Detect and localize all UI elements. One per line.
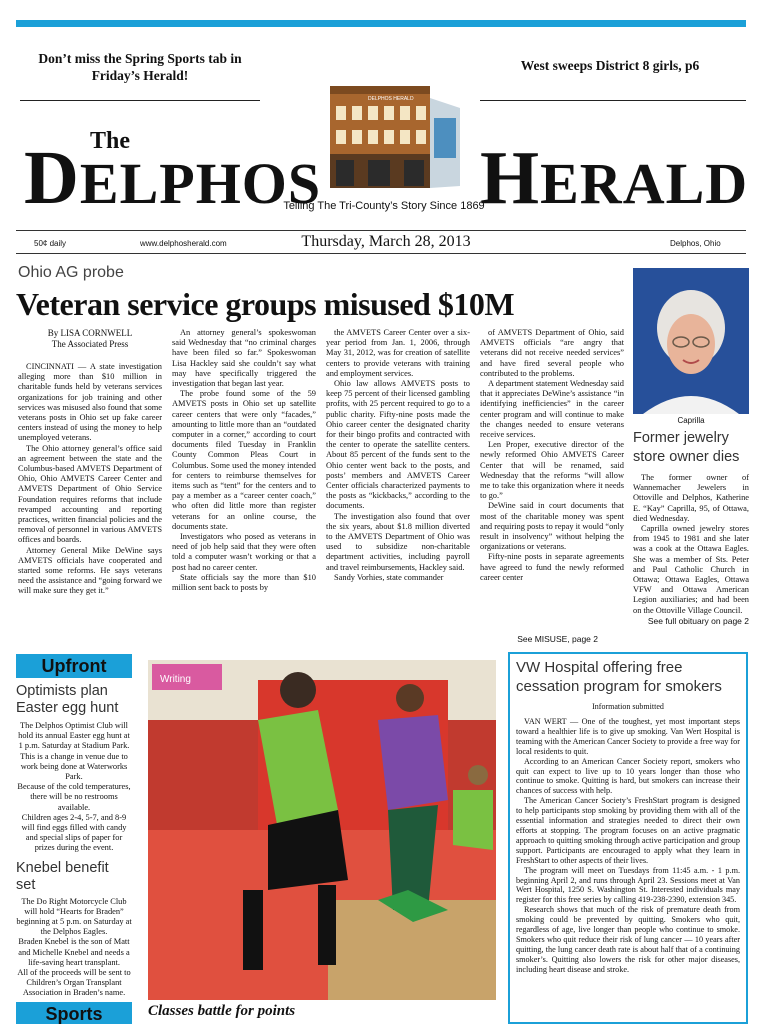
- promo-rule-right: [480, 100, 746, 101]
- vw-paragraph: VAN WERT — One of the toughest, yet most important steps toward a healthier life is to give up smoking. Van Wert Hospital is teaming with the American Cancer Society to provide a free way for local residents to quit.: [516, 717, 740, 756]
- obituary-paragraph: The former owner of Wannemacher Jewelers in Ottoville and Delphos, Katherine E. “Kay” Caprilla, 95, of Ottawa, died Wednesday.: [633, 473, 749, 523]
- brief-paragraph: Braden Knebel is the son of Matt and Michelle Knebel and needs a life-saving heart transplant.: [18, 937, 130, 967]
- byline: By LISA CORNWELL The Associated Press: [47, 328, 133, 349]
- issue-date: Thursday, March 28, 2013: [301, 233, 471, 250]
- lead-kicker: Ohio AG probe: [18, 264, 124, 281]
- lead-paragraph: CINCINNATI — A state investigation alleging more than $10 million in charitable funds held by veterans services organizations for job training and other services was misused also found that some veterans posts in Ohio set up fake career centers instead of using the money to help unemployed veterans.: [18, 362, 162, 443]
- lead-paragraph: A department statement Wednesday said that it appreciates DeWine’s assistance “in identifying inefficiencies” in the career center program and will continue to make the changes needed to ensure veterans receive services.: [480, 379, 624, 440]
- lead-paragraph: The probe found some of the 59 AMVETS posts in Ohio set up satellite career centers that were only “facades,” amounting to little more than an “outdated computer in a corner,” according to court documents filed Tuesday in Franklin County Common Pleas Court in Columbus. Some used the money intended for centers to reimburse themselves for items such as “tent” for the centers and to pay a member as a “career center coach,” who often did little more than register veterans for an online course, the documents state.: [172, 389, 316, 531]
- vw-hospital-story: [508, 652, 748, 1024]
- lead-column-2: [172, 328, 316, 648]
- lead-paragraph: of AMVETS Department of Ohio, said AMVETS officials “are angry that veterans did not receive needed services” and have fired several people who contributed to the problems.: [480, 328, 624, 378]
- sports-section-label[interactable]: Sports: [16, 1002, 132, 1024]
- vw-source-line: Information submitted: [592, 702, 664, 711]
- gym-game-photo: [148, 660, 496, 1000]
- lead-paragraph: DeWine said in court documents that most of the charitable money was spent and requiring posts to repay it would “only result in insolvency” without helping the organizations or veterans.: [480, 501, 624, 552]
- herald-building-logo: [328, 78, 462, 190]
- masthead-the: The: [90, 128, 131, 154]
- obituary-paragraph: Caprilla owned jewelry stores from 1945 to 1981 and she later was a cook at the Ottawa Eagles. She was a member of Sts. Peter and Paul Catholic Church in Ottawa; Ottawa Eagles, Ottawa VFW and Ottawa American Legion auxiliaries; and had been on the Ottoville Village Council.: [633, 524, 749, 615]
- obituary-jump-link[interactable]: See full obituary on page 2: [647, 615, 749, 626]
- photo-banner-text: Writing: [160, 674, 191, 685]
- vw-paragraph: The program will meet on Tuesdays from 11:45 a.m. - 1 p.m. beginning April 2, and runs through April 23. Sessions meet at Van Wert Hospital, 1250 S. Washington St. Interested individuals may register for this free series by calling 419-238-2390, extension 345.: [516, 865, 740, 905]
- masthead-tagline: Telling The Tri-County’s Story Since 1869: [283, 200, 485, 212]
- brief-paragraph: All of the proceeds will be sent to Children’s Organ Transplant Association in Braden’s name.: [17, 968, 131, 998]
- masthead-herald: HERALD: [480, 136, 749, 220]
- obituary-sidebar: [633, 268, 749, 626]
- vw-paragraph: According to an American Cancer Society report, smokers who quit can expect to live up to 10 years longer than those who continue to smoke. Quitting is hard, but smokers can increase their chances of success with help.: [516, 756, 740, 796]
- lead-paragraph: Len Proper, executive director of the newly reformed Ohio AMVETS Career Center that will be renamed, said Wednesday that the reforms “will allow me to take this organization where it needs to go.”: [480, 440, 624, 501]
- lead-column-3: [326, 328, 470, 648]
- upfront-column: [16, 654, 132, 999]
- lead-paragraph: Investigators who posed as veterans in need of job help said that they were often told a computer wasn’t working or that a post had no career center.: [172, 532, 316, 572]
- portrait-image: [633, 268, 749, 414]
- lead-paragraph: Sandy Vorhies, state commander: [334, 572, 444, 582]
- lead-column-1: [18, 328, 162, 648]
- brief-paragraph: Children ages 2-4, 5-7, and 8-9 will find eggs filled with candy and special slips of paper for prizes during the event.: [21, 812, 127, 853]
- promo-spring-sports[interactable]: Don’t miss the Spring Sports tab in Friday’s Herald!: [38, 51, 242, 83]
- lead-paragraph: An attorney general’s spokeswoman said Wednesday that “no criminal charges have been filed so far.” Spokeswoman Lisa Hackley said she couldn’t say what may have specifically triggered the investigation that began last year.: [172, 328, 316, 389]
- promo-rule-left: [20, 100, 260, 101]
- brief-paragraph: The Do Right Motorcycle Club will hold “Hearts for Braden” beginning at 5 p.m. on Saturday at the Delphos Eagles.: [16, 896, 132, 937]
- lead-paragraph: The Ohio attorney general’s office said an agreement between the state and the Columbus-based AMVETS Department of Ohio, Ohio AMVETS Career Center and AMVETS Department of Ohio Service Foundation requires reforms that include revamped accounting and reporting practices, written financial policies and the removal of personnel in various AMVETS offices and boards.: [18, 443, 162, 545]
- brief-knebel: [16, 860, 132, 999]
- price-label: 50¢ daily: [34, 239, 67, 248]
- lead-headline[interactable]: Veteran service groups misused $10M: [16, 286, 515, 322]
- building-sign: DELPHOS HERALD: [368, 96, 414, 102]
- brief-paragraph: This is a change in venue due to work being done at Waterworks Park.: [20, 751, 128, 782]
- lead-paragraph: the AMVETS Career Center over a six-year period from Jan. 1, 2006, through May 31, 2012, was for creation of satellite centers to provide veterans with training and employment services.: [326, 328, 470, 378]
- brief-knebel-headline[interactable]: Knebel benefit set: [16, 859, 109, 893]
- obituary-body: [633, 473, 749, 616]
- lead-jump-link[interactable]: See MISUSE, page 2: [517, 634, 598, 644]
- lead-paragraph: Fifty-nine posts in separate agreements have agreed to fund the newly reformed career center: [480, 552, 624, 582]
- lead-column-4: [480, 328, 624, 632]
- vw-headline[interactable]: VW Hospital offering free cessation program for smokers: [516, 659, 722, 695]
- brief-paragraph: The Delphos Optimist Club will hold its annual Easter egg hunt at 1 p.m. Saturday at Stadium Park.: [18, 721, 130, 751]
- upfront-section-label: Upfront: [16, 654, 132, 678]
- obituary-headline[interactable]: Former jewelry store owner dies: [633, 430, 740, 465]
- obituary-photo-caption: Caprilla: [677, 416, 705, 425]
- lead-paragraph: State officials say the more than $10 million sent back to posts by: [172, 572, 316, 593]
- brief-egg-hunt-headline[interactable]: Optimists plan Easter egg hunt: [16, 683, 119, 716]
- masthead-delphos: DELPHOS: [24, 136, 322, 220]
- location-label: Delphos, Ohio: [670, 239, 721, 248]
- photo-caption: Classes battle for points: [148, 1003, 296, 1019]
- dateline-bar: [16, 230, 746, 254]
- lead-paragraph: Ohio law allows AMVETS posts to keep 75 percent of their licensed gambling profits, with 25 percent required to go to a public charity. Fifty-nine posts made the Ohio career center the designated charity for their bingo profits and contracted with the center to operate the satellite centers. About 85 percent of the funds sent to the Ohio center went back to the posts, and posts’ members and AMVETS Career Center officials characterized payments to the posts as “kickbacks,” according to the documents.: [326, 379, 470, 511]
- lead-paragraph: Attorney General Mike DeWine says AMVETS officials have cooperated and started some reforms. He says veterans need the assistance and “going forward we will make sure they get it.”: [18, 545, 162, 596]
- top-accent-bar: [16, 20, 746, 27]
- promo-west-sweeps[interactable]: West sweeps District 8 girls, p6: [520, 58, 700, 73]
- lead-paragraph: The investigation also found that over the six years, about $1.8 million diverted to the AMVETS Department of Ohio was used to subsidize non-charitable department activities, including payroll and travel reimbursements, Hackley said.: [326, 511, 470, 572]
- vw-paragraph: Research shows that much of the risk of premature death from smoking could be prevented by quitting. Smokers who quit, regardless of age, live longer than people who continue to smoke. Smokers who quit reduce their risk of lung cancer — 10 years after quitting, the lung cancer death rate is about half that of a continuing smoker’s. Quitting also lowers the risk for other major diseases, including heart disease and stroke.: [516, 905, 740, 974]
- obituary-photo: [633, 268, 749, 414]
- brief-paragraph: Because of the cold temperatures, there will be no restrooms available.: [17, 782, 131, 812]
- vw-paragraph: The American Cancer Society’s FreshStart program is designed to help participants stop smoking by providing them with all of the essential information and strategies needed to direct their own efforts at stopping. The program focuses on an active pragmatic approach to quitting smoking through active participation and group support. Participants are encouraged to apply what they learn in FreshStart to other aspects of their lives.: [516, 796, 740, 865]
- brief-egg-hunt: [16, 683, 132, 854]
- website-link[interactable]: www.delphosherald.com: [140, 239, 227, 248]
